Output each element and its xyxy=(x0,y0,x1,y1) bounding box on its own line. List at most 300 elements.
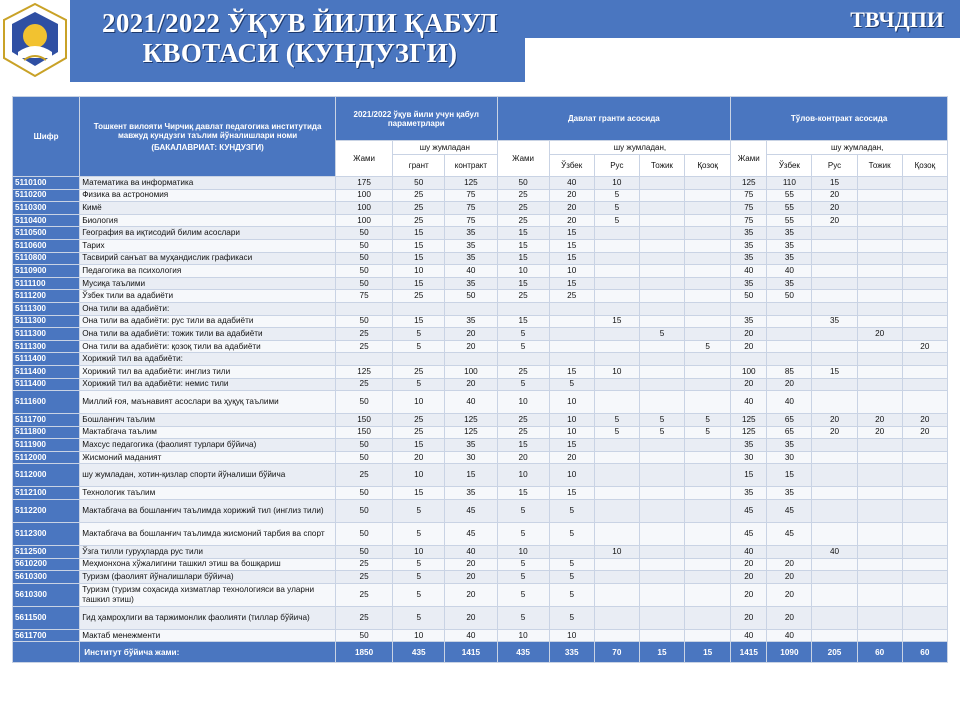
quota-cell: 20 xyxy=(767,558,812,571)
quota-cell: 25 xyxy=(497,214,549,227)
quota-cell: 20 xyxy=(857,414,902,427)
quota-cell: 20 xyxy=(857,328,902,341)
quota-cell: 10 xyxy=(594,546,639,559)
quota-cell xyxy=(812,629,857,642)
quota-cell: 15 xyxy=(549,239,594,252)
quota-cell: 50 xyxy=(767,290,812,303)
quota-cell: 15 xyxy=(393,439,445,452)
table-row xyxy=(13,328,948,341)
quota-cell xyxy=(639,277,684,290)
quota-cell: 25 xyxy=(335,558,392,571)
quota-cell: 5 xyxy=(685,426,731,439)
program-name: Хорижий тил ва адабиёти: инглиз тили xyxy=(80,365,336,378)
quota-cell: 25 xyxy=(393,290,445,303)
totals-cell: 15 xyxy=(639,642,684,663)
quota-cell: 5 xyxy=(497,523,549,546)
quota-cell: 20 xyxy=(902,426,947,439)
quota-cell xyxy=(857,487,902,500)
quota-cell: 5 xyxy=(393,558,445,571)
quota-cell: 5 xyxy=(393,500,445,523)
program-name: Тарих xyxy=(80,239,336,252)
table-row xyxy=(13,227,948,240)
quota-cell xyxy=(685,629,731,642)
quota-cell: 5 xyxy=(497,606,549,629)
quota-cell xyxy=(594,353,639,366)
program-name: Кимё xyxy=(80,202,336,215)
quota-cell xyxy=(639,239,684,252)
quota-cell: 85 xyxy=(767,365,812,378)
program-code: 5111600 xyxy=(13,391,80,414)
quota-cell xyxy=(812,500,857,523)
col-grant-total: Жами xyxy=(497,141,549,177)
quota-cell: 25 xyxy=(393,214,445,227)
quota-cell: 20 xyxy=(767,571,812,584)
quota-cell: 5 xyxy=(497,500,549,523)
quota-cell xyxy=(902,290,947,303)
quota-cell xyxy=(685,378,731,391)
program-code: 5112100 xyxy=(13,487,80,500)
quota-cell xyxy=(639,439,684,452)
program-name: Хорижий тил ва адабиёти: xyxy=(80,353,336,366)
quota-cell: 50 xyxy=(335,523,392,546)
totals-cell: 1090 xyxy=(767,642,812,663)
table-row xyxy=(13,189,948,202)
quota-cell: 50 xyxy=(335,451,392,464)
quota-cell xyxy=(639,523,684,546)
table-row xyxy=(13,439,948,452)
table-body xyxy=(13,177,948,642)
program-code: 5111700 xyxy=(13,414,80,427)
program-code: 5611700 xyxy=(13,629,80,642)
program-name: Махсус педагогика (фаолият турлари бўйича) xyxy=(80,439,336,452)
quota-cell xyxy=(857,571,902,584)
quota-cell: 25 xyxy=(497,414,549,427)
quota-cell: 20 xyxy=(812,202,857,215)
quota-cell xyxy=(594,571,639,584)
quota-cell xyxy=(445,353,497,366)
quota-cell: 35 xyxy=(812,315,857,328)
quota-cell: 15 xyxy=(731,464,767,487)
quota-cell: 25 xyxy=(335,571,392,584)
quota-cell xyxy=(445,302,497,315)
quota-cell: 110 xyxy=(767,177,812,190)
quota-cell: 25 xyxy=(335,464,392,487)
quota-cell xyxy=(639,583,684,606)
quota-cell xyxy=(812,277,857,290)
quota-cell xyxy=(639,315,684,328)
quota-cell xyxy=(812,227,857,240)
quota-cell xyxy=(812,558,857,571)
quota-cell xyxy=(685,487,731,500)
table-row xyxy=(13,464,948,487)
program-name: Туризм (туризм соҳасида хизматлар технологияси ва уларни ташкил этиш) xyxy=(80,583,336,606)
quota-cell: 50 xyxy=(335,487,392,500)
quota-cell xyxy=(639,290,684,303)
quota-cell: 15 xyxy=(549,227,594,240)
quota-cell xyxy=(902,277,947,290)
quota-cell xyxy=(549,340,594,353)
quota-cell: 20 xyxy=(812,426,857,439)
quota-cell: 75 xyxy=(731,189,767,202)
quota-cell: 5 xyxy=(685,414,731,427)
quota-cell: 10 xyxy=(497,546,549,559)
quota-cell: 10 xyxy=(594,177,639,190)
quota-cell xyxy=(857,464,902,487)
quota-cell: 20 xyxy=(731,583,767,606)
quota-cell: 40 xyxy=(731,265,767,278)
quota-cell: 25 xyxy=(335,340,392,353)
program-name: Миллий ғоя, маънавият асослари ва ҳуқуқ таълими xyxy=(80,391,336,414)
quota-cell xyxy=(812,302,857,315)
quota-cell xyxy=(594,302,639,315)
quota-cell xyxy=(639,340,684,353)
quota-cell: 35 xyxy=(731,315,767,328)
quota-cell: 15 xyxy=(812,177,857,190)
quota-cell: 25 xyxy=(335,328,392,341)
quota-cell: 35 xyxy=(767,487,812,500)
program-code: 5110200 xyxy=(13,189,80,202)
quota-cell xyxy=(902,302,947,315)
table-row xyxy=(13,302,948,315)
quota-cell xyxy=(902,629,947,642)
title-line-1: 2021/2022 ЎҚУВ ЙИЛИ ҚАБУЛ xyxy=(102,8,498,38)
quota-cell: 50 xyxy=(445,290,497,303)
quota-cell: 5 xyxy=(497,558,549,571)
quota-cell xyxy=(685,302,731,315)
quota-cell: 100 xyxy=(335,189,392,202)
quota-cell: 5 xyxy=(549,500,594,523)
quota-cell xyxy=(594,290,639,303)
table-row xyxy=(13,500,948,523)
quota-cell xyxy=(902,500,947,523)
quota-cell: 5 xyxy=(393,340,445,353)
quota-cell xyxy=(857,239,902,252)
quota-cell xyxy=(393,302,445,315)
quota-cell: 15 xyxy=(445,464,497,487)
table-row xyxy=(13,353,948,366)
quota-cell xyxy=(639,189,684,202)
quota-cell: 20 xyxy=(549,214,594,227)
col-contract: контракт xyxy=(445,155,497,177)
quota-cell: 20 xyxy=(549,451,594,464)
quota-cell: 100 xyxy=(335,202,392,215)
totals-cell: 1415 xyxy=(445,642,497,663)
quota-cell: 15 xyxy=(393,227,445,240)
quota-cell: 30 xyxy=(767,451,812,464)
quota-cell: 20 xyxy=(731,558,767,571)
col-grant-of-which: шу жумладан, xyxy=(549,141,731,155)
quota-cell: 20 xyxy=(731,571,767,584)
quota-cell xyxy=(549,328,594,341)
quota-cell: 5 xyxy=(393,571,445,584)
quota-cell xyxy=(902,252,947,265)
program-code: 5111100 xyxy=(13,277,80,290)
quota-cell: 75 xyxy=(731,202,767,215)
quota-cell: 45 xyxy=(731,523,767,546)
quota-cell: 40 xyxy=(445,629,497,642)
quota-cell xyxy=(335,353,392,366)
quota-cell xyxy=(639,353,684,366)
quota-cell: 50 xyxy=(335,315,392,328)
quota-cell: 15 xyxy=(497,252,549,265)
program-code: 5111200 xyxy=(13,290,80,303)
quota-cell: 10 xyxy=(497,265,549,278)
quota-cell: 20 xyxy=(902,340,947,353)
quota-cell xyxy=(857,265,902,278)
quota-cell: 20 xyxy=(445,378,497,391)
quota-cell xyxy=(857,583,902,606)
quota-cell: 50 xyxy=(335,500,392,523)
quota-cell xyxy=(902,189,947,202)
quota-cell: 5 xyxy=(393,583,445,606)
program-code: 5111300 xyxy=(13,302,80,315)
quota-cell xyxy=(857,606,902,629)
quota-cell xyxy=(639,252,684,265)
table-row xyxy=(13,265,948,278)
quota-cell: 10 xyxy=(549,265,594,278)
quota-cell xyxy=(812,451,857,464)
quota-cell xyxy=(857,290,902,303)
quota-cell: 75 xyxy=(445,189,497,202)
quota-cell xyxy=(685,214,731,227)
quota-cell: 40 xyxy=(445,391,497,414)
quota-cell xyxy=(685,464,731,487)
quota-cell xyxy=(857,629,902,642)
quota-cell xyxy=(594,606,639,629)
col-grant-tojik: Тожик xyxy=(639,155,684,177)
program-name: Педагогика ва психология xyxy=(80,265,336,278)
col-params-total: Жами xyxy=(335,141,392,177)
totals-cell: 435 xyxy=(497,642,549,663)
quota-cell: 10 xyxy=(549,426,594,439)
quota-cell: 10 xyxy=(393,464,445,487)
quota-cell: 5 xyxy=(497,571,549,584)
quota-cell xyxy=(812,583,857,606)
quota-cell xyxy=(857,391,902,414)
program-name: Она тили ва адабиёти: xyxy=(80,302,336,315)
quota-cell: 5 xyxy=(594,426,639,439)
table-row xyxy=(13,315,948,328)
table-row xyxy=(13,340,948,353)
quota-cell xyxy=(685,523,731,546)
quota-cell xyxy=(639,571,684,584)
table-row xyxy=(13,523,948,546)
quota-cell: 15 xyxy=(767,464,812,487)
quota-cell: 20 xyxy=(445,558,497,571)
quota-cell: 10 xyxy=(497,391,549,414)
quota-cell xyxy=(685,177,731,190)
quota-cell: 35 xyxy=(445,227,497,240)
quota-cell: 35 xyxy=(767,439,812,452)
quota-cell: 20 xyxy=(731,378,767,391)
col-params-header: 2021/2022 ўқув йили учун қабул параметрлари xyxy=(335,97,497,141)
table-row xyxy=(13,202,948,215)
quota-cell: 5 xyxy=(594,202,639,215)
program-code: 5112000 xyxy=(13,464,80,487)
program-name: Физика ва астрономия xyxy=(80,189,336,202)
quota-cell: 125 xyxy=(731,177,767,190)
program-name: Гид ҳамроҳлиги ва таржимонлик фаолияти (тиллар бўйича) xyxy=(80,606,336,629)
quota-cell: 35 xyxy=(767,252,812,265)
quota-cell xyxy=(902,391,947,414)
quota-cell xyxy=(812,439,857,452)
program-code: 5111300 xyxy=(13,315,80,328)
quota-cell: 5 xyxy=(639,414,684,427)
totals-cell: 435 xyxy=(393,642,445,663)
quota-cell xyxy=(685,315,731,328)
quota-cell: 10 xyxy=(393,629,445,642)
quota-cell: 30 xyxy=(445,451,497,464)
quota-cell: 25 xyxy=(393,414,445,427)
quota-cell: 175 xyxy=(335,177,392,190)
quota-cell xyxy=(812,328,857,341)
quota-cell xyxy=(685,500,731,523)
program-code: 5111400 xyxy=(13,378,80,391)
quota-cell: 50 xyxy=(335,629,392,642)
quota-cell xyxy=(812,606,857,629)
quota-cell: 40 xyxy=(445,265,497,278)
quota-cell: 25 xyxy=(497,189,549,202)
quota-cell xyxy=(902,365,947,378)
table-row xyxy=(13,487,948,500)
quota-cell xyxy=(902,353,947,366)
totals-cell: 70 xyxy=(594,642,639,663)
quota-cell: 15 xyxy=(497,227,549,240)
program-code: 5111900 xyxy=(13,439,80,452)
table-row xyxy=(13,214,948,227)
quota-cell: 40 xyxy=(767,265,812,278)
quota-cell: 40 xyxy=(812,546,857,559)
quota-cell: 15 xyxy=(549,252,594,265)
program-code: 5112500 xyxy=(13,546,80,559)
program-code: 5110100 xyxy=(13,177,80,190)
program-code: 5111400 xyxy=(13,353,80,366)
totals-cell: 1415 xyxy=(731,642,767,663)
quota-cell xyxy=(639,629,684,642)
quota-cell xyxy=(902,315,947,328)
col-name-sub: (БАКАЛАВРИАТ: КУНДУЗГИ) xyxy=(151,142,264,152)
quota-cell: 50 xyxy=(335,252,392,265)
quota-cell: 5 xyxy=(497,340,549,353)
quota-cell xyxy=(902,583,947,606)
totals-cell: 205 xyxy=(812,642,857,663)
quota-cell xyxy=(639,558,684,571)
quota-cell: 15 xyxy=(812,365,857,378)
quota-cell: 40 xyxy=(445,546,497,559)
quota-cell xyxy=(549,302,594,315)
quota-cell xyxy=(639,500,684,523)
program-code: 5112300 xyxy=(13,523,80,546)
quota-cell xyxy=(594,252,639,265)
program-name: Меҳмонхона хўжалигини ташкил этиш ва бошқариш xyxy=(80,558,336,571)
quota-cell xyxy=(857,177,902,190)
quota-cell: 65 xyxy=(767,414,812,427)
quota-cell xyxy=(639,606,684,629)
quota-cell xyxy=(685,365,731,378)
quota-cell: 55 xyxy=(767,189,812,202)
quota-cell xyxy=(902,239,947,252)
title-line-2: КВОТАСИ (КУНДУЗГИ) xyxy=(142,38,458,68)
quota-cell: 5 xyxy=(393,328,445,341)
quota-cell xyxy=(812,353,857,366)
quota-cell xyxy=(857,439,902,452)
quota-cell: 20 xyxy=(902,414,947,427)
quota-cell xyxy=(902,265,947,278)
col-grant-uzbek: Ўзбек xyxy=(549,155,594,177)
col-contract-of-which: шу жумладан, xyxy=(767,141,948,155)
quota-cell: 10 xyxy=(393,265,445,278)
quota-cell: 20 xyxy=(767,378,812,391)
quota-cell: 25 xyxy=(393,202,445,215)
program-code: 5111300 xyxy=(13,328,80,341)
quota-cell: 75 xyxy=(335,290,392,303)
quota-cell: 20 xyxy=(812,189,857,202)
institute-abbr: ТВЧДПИ xyxy=(850,7,944,32)
program-code: 5112200 xyxy=(13,500,80,523)
quota-cell: 45 xyxy=(767,500,812,523)
program-name: Мактабгача ва бошланғич таълимда хорижий тил (инглиз тили) xyxy=(80,500,336,523)
quota-cell: 15 xyxy=(549,365,594,378)
quota-cell: 35 xyxy=(731,252,767,265)
quota-cell: 125 xyxy=(731,414,767,427)
quota-cell xyxy=(685,290,731,303)
quota-cell: 45 xyxy=(731,500,767,523)
quota-cell: 65 xyxy=(767,426,812,439)
program-name: Бошланғич таълим xyxy=(80,414,336,427)
program-name: Жисмоний маданият xyxy=(80,451,336,464)
quota-cell xyxy=(639,365,684,378)
quota-cell: 125 xyxy=(445,177,497,190)
quota-cell: 5 xyxy=(549,558,594,571)
quota-cell: 15 xyxy=(393,239,445,252)
quota-cell xyxy=(767,315,812,328)
quota-cell: 25 xyxy=(393,426,445,439)
quota-cell xyxy=(685,202,731,215)
totals-cell: 15 xyxy=(685,642,731,663)
totals-label: Институт бўйича жами: xyxy=(80,642,336,663)
program-name: Математика ва информатика xyxy=(80,177,336,190)
table-row xyxy=(13,451,948,464)
program-name: Мактабгача ва бошланғич таълимда жисмоний тарбия ва спорт xyxy=(80,523,336,546)
quota-cell: 5 xyxy=(497,378,549,391)
program-code: 5110900 xyxy=(13,265,80,278)
quota-cell: 5 xyxy=(497,583,549,606)
quota-cell: 15 xyxy=(549,277,594,290)
col-params-of-which: шу жумладан xyxy=(393,141,497,155)
quota-cell xyxy=(902,439,947,452)
quota-cell: 5 xyxy=(594,214,639,227)
quota-cell: 15 xyxy=(497,239,549,252)
quota-cell xyxy=(812,265,857,278)
quota-cell: 50 xyxy=(335,227,392,240)
quota-cell: 20 xyxy=(857,426,902,439)
quota-cell xyxy=(767,546,812,559)
quota-cell xyxy=(594,439,639,452)
quota-cell: 20 xyxy=(445,583,497,606)
program-code: 5110300 xyxy=(13,202,80,215)
quota-cell xyxy=(812,340,857,353)
quota-cell: 35 xyxy=(731,277,767,290)
col-contract-qozoq: Қозоқ xyxy=(902,155,947,177)
quota-cell xyxy=(767,353,812,366)
quota-cell: 5 xyxy=(594,414,639,427)
quota-cell xyxy=(812,523,857,546)
quota-cell xyxy=(594,227,639,240)
quota-cell: 100 xyxy=(335,214,392,227)
quota-cell: 100 xyxy=(731,365,767,378)
quota-cell: 15 xyxy=(497,277,549,290)
quota-cell: 125 xyxy=(335,365,392,378)
